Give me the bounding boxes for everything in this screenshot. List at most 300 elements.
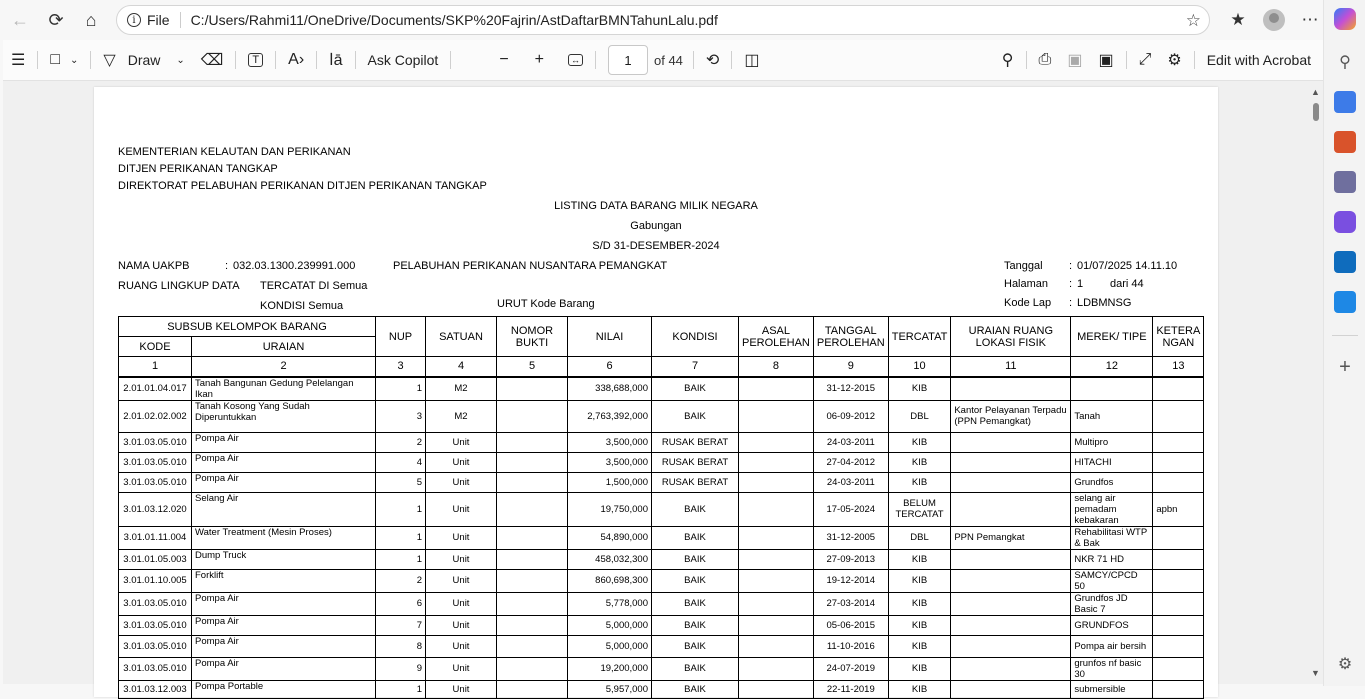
highlight-button[interactable] [42,45,86,75]
save-as-icon: ▣ [1098,52,1114,69]
row-tanggal-perolehan: 06-09-2012 [813,400,888,432]
contents-button[interactable] [3,45,33,75]
row-merek-tipe: SAMCY/CPCD 50 [1071,569,1153,592]
row-tanggal-perolehan: 17-05-2024 [813,492,888,526]
row-asal-perolehan [739,615,814,635]
row-satuan: Unit [426,680,497,698]
games-icon[interactable] [1334,171,1356,193]
halaman-dari: dari 44 [1110,278,1144,290]
row-nup: 9 [376,657,426,680]
row-nomor-bukti [497,377,568,401]
outlook-icon[interactable] [1334,251,1356,273]
header-kode: KODE [119,337,192,357]
add-icon[interactable]: + [1339,355,1351,378]
row-tercatat: KIB [888,657,951,680]
row-nilai: 1,500,000 [568,472,652,492]
row-satuan: Unit [426,592,497,615]
header-nup: NUP [376,317,426,357]
page-view-icon: ◫ [744,52,760,69]
microsoft365-icon[interactable] [1334,211,1356,233]
address-scheme: File [147,12,170,28]
scroll-down-icon[interactable]: ▼ [1311,668,1320,678]
report-title: LISTING DATA BARANG MILIK NEGARA [554,200,758,212]
gear-icon: ⚙ [1167,52,1182,69]
row-keterangan [1153,615,1204,635]
row-nomor-bukti [497,657,568,680]
fit-page-button[interactable] [560,45,591,75]
row-keterangan [1153,635,1204,657]
row-nomor-bukti [497,400,568,432]
header-uraian-ruang: URAIAN RUANG LOKASI FISIK [951,317,1071,357]
row-tanggal-perolehan: 24-07-2019 [813,657,888,680]
row-merek-tipe [1071,377,1153,401]
row-uraian-ruang [951,569,1071,592]
edit-with-acrobat-button[interactable] [1199,45,1323,75]
toolbar-divider [37,51,38,69]
row-satuan: Unit [426,635,497,657]
search-icon: ⚲ [1001,52,1014,69]
profile-button[interactable] [1256,4,1292,36]
row-tercatat: KIB [888,452,951,472]
toolbar-divider [1026,51,1027,69]
row-satuan: Unit [426,526,497,549]
row-nup: 7 [376,615,426,635]
row-uraian-ruang: PPN Pemangkat [951,526,1071,549]
save-as-button[interactable] [1090,45,1121,75]
toolbar-divider [355,51,356,69]
row-nilai: 3,500,000 [568,432,652,452]
nama-uakpb-name: PELABUHAN PERIKANAN NUSANTARA PEMANGKAT [393,260,668,272]
row-satuan: Unit [426,492,497,526]
row-asal-perolehan [739,635,814,657]
report-subtitle: Gabungan [630,220,682,232]
back-arrow-icon[interactable]: ← [11,9,29,30]
row-nomor-bukti [497,569,568,592]
save-button[interactable] [1059,45,1090,75]
column-number: 6 [568,357,652,377]
save-icon: ▣ [1067,52,1083,69]
row-kode: 3.01.01.10.005 [119,569,192,592]
column-number: 5 [497,357,568,377]
column-number: 10 [888,357,951,377]
row-satuan: M2 [426,400,497,432]
row-tanggal-perolehan: 22-11-2019 [813,680,888,698]
row-satuan: Unit [426,432,497,452]
ruang-label: RUANG LINGKUP DATA [118,280,240,292]
row-keterangan [1153,472,1204,492]
row-asal-perolehan [739,592,814,615]
row-tanggal-perolehan: 27-09-2013 [813,549,888,569]
row-tanggal-perolehan: 27-03-2014 [813,592,888,615]
row-keterangan [1153,569,1204,592]
erase-button[interactable] [193,45,232,75]
favorite-star-icon[interactable]: ☆ [1185,11,1201,30]
edit-with-acrobat-label: Edit with Acrobat [1206,52,1311,68]
row-uraian: Pompa Air [192,472,376,492]
toolbar-divider [235,51,236,69]
send-icon[interactable] [1334,291,1356,313]
header-satuan: SATUAN [426,317,497,357]
row-uraian: Pompa Air [192,615,376,635]
row-merek-tipe: Tanah [1071,400,1153,432]
row-asal-perolehan [739,452,814,472]
row-tercatat: KIB [888,592,951,615]
read-aloud-button[interactable] [280,45,312,75]
row-asal-perolehan [739,657,814,680]
row-nomor-bukti [497,472,568,492]
row-uraian-ruang [951,432,1071,452]
row-satuan: Unit [426,452,497,472]
highlighter-icon: □ [50,51,61,68]
row-nomor-bukti [497,615,568,635]
browser-toolbar [0,0,1323,40]
header-uraian: URAIAN [192,337,376,357]
avatar [1263,9,1285,31]
row-kondisi: BAIK [652,615,739,635]
address-url[interactable]: C:/Users/Rahmi11/OneDrive/Documents/SKP%20Fajrin/AstDaftarBMNTahunLalu.pdf [190,12,718,28]
chevron-down-icon: ⌄ [70,54,79,66]
row-asal-perolehan [739,377,814,401]
table-row [119,400,1204,432]
column-number-row [119,357,1204,377]
header-merek-tipe: MEREK/ TIPE [1071,317,1153,357]
row-kondisi: RUSAK BERAT [652,472,739,492]
row-kode: 3.01.03.05.010 [119,657,192,680]
row-nup: 1 [376,680,426,698]
page-total: of 44 [654,52,683,68]
row-kode: 2.01.01.04.017 [119,377,192,401]
row-nilai: 458,032,300 [568,549,652,569]
sidebar-divider [1332,335,1358,336]
table-row [119,635,1204,657]
ask-copilot-button[interactable] [360,45,447,75]
row-tanggal-perolehan: 31-12-2015 [813,377,888,401]
toolbar-divider [731,51,732,69]
browser-actions [1220,4,1328,36]
draw-label: Draw [127,52,161,68]
group-header: SUBSUB KELOMPOK BARANG [119,317,376,337]
vertical-scrollbar[interactable] [1309,81,1323,684]
row-nup: 4 [376,452,426,472]
text-box-icon: T [248,53,263,67]
row-keterangan [1153,549,1204,569]
pdf-viewer[interactable] [3,81,1323,695]
org-line-1: KEMENTERIAN KELAUTAN DAN PERIKANAN [118,146,351,158]
minus-icon: − [499,51,509,68]
row-uraian: Selang Air [192,492,376,526]
row-kode: 3.01.03.12.020 [119,492,192,526]
row-tercatat: DBL [888,400,951,432]
row-keterangan [1153,657,1204,680]
row-uraian: Tanah Kosong Yang Sudah Diperuntukkan [192,400,376,432]
edge-sidebar [1323,0,1365,686]
kode-lap-sep: : [1069,297,1073,309]
row-nomor-bukti [497,492,568,526]
row-kondisi: BAIK [652,680,739,698]
row-nilai: 338,688,000 [568,377,652,401]
row-tercatat: DBL [888,526,951,549]
table-row [119,452,1204,472]
toolbar-divider [90,51,91,69]
scroll-up-icon[interactable]: ▲ [1311,87,1320,97]
page-view-button[interactable] [736,45,767,75]
row-kondisi: BAIK [652,549,739,569]
column-number: 9 [813,357,888,377]
row-uraian: Tanah Bangunan Gedung Pelelangan Ikan [192,377,376,401]
zoom-out-button[interactable] [491,45,516,75]
nama-uakpb-label: NAMA UAKPB [118,260,190,272]
row-keterangan [1153,592,1204,615]
row-asal-perolehan [739,526,814,549]
row-tanggal-perolehan: 24-03-2011 [813,432,888,452]
row-satuan: Unit [426,615,497,635]
pen-icon: ▽ [103,52,116,69]
org-line-3: DIREKTORAT PELABUHAN PERIKANAN DITJEN PERIKANAN TANGKAP [118,180,487,192]
column-number: 11 [951,357,1071,377]
row-satuan: M2 [426,377,497,401]
pdf-toolbar [3,40,1323,81]
row-nup: 5 [376,472,426,492]
toolbar-divider [316,51,317,69]
chevron-down-icon: ⌄ [176,54,185,66]
table-row [119,680,1204,698]
row-tercatat: KIB [888,615,951,635]
row-keterangan [1153,432,1204,452]
row-kondisi: BAIK [652,526,739,549]
tanggal-sep: : [1069,260,1073,272]
row-nomor-bukti [497,452,568,472]
page-number-input[interactable]: 1 [608,45,648,75]
translate-button[interactable] [321,45,350,75]
row-merek-tipe: Pompa air bersih [1071,635,1153,657]
column-number: 8 [739,357,814,377]
row-kode: 2.01.02.02.002 [119,400,192,432]
row-tanggal-perolehan: 24-03-2011 [813,472,888,492]
table-row [119,526,1204,549]
bmn-listing-table [118,316,1204,699]
address-divider [180,12,181,28]
table-row [119,569,1204,592]
column-number: 7 [652,357,739,377]
row-tercatat: KIB [888,432,951,452]
row-tercatat: KIB [888,635,951,657]
row-keterangan [1153,452,1204,472]
row-nup: 2 [376,432,426,452]
table-row [119,657,1204,680]
more-menu-icon[interactable]: ⋯ [1301,10,1319,29]
row-uraian: Pompa Air [192,657,376,680]
ruang-value: TERCATAT DI Semua [260,280,368,292]
header-tanggal-perolehan: TANGGAL PEROLEHAN [813,317,888,357]
row-kode: 3.01.03.05.010 [119,432,192,452]
report-period: S/D 31-DESEMBER-2024 [592,240,720,252]
table-row [119,615,1204,635]
row-nilai: 860,698,300 [568,569,652,592]
row-nomor-bukti [497,432,568,452]
gear-icon[interactable]: ⚙ [1337,656,1353,673]
row-kondisi: BAIK [652,569,739,592]
row-nilai: 54,890,000 [568,526,652,549]
ask-copilot-label: Ask Copilot [367,52,439,68]
header-nomor-bukti: NOMOR BUKTI [497,317,568,357]
row-keterangan [1153,680,1204,698]
row-satuan: Unit [426,569,497,592]
halaman-value: 1 [1077,278,1084,290]
row-uraian-ruang [951,657,1071,680]
row-satuan: Unit [426,657,497,680]
row-uraian-ruang [951,472,1071,492]
eraser-icon: ⌫ [200,52,224,69]
home-icon[interactable]: ⌂ [85,9,97,30]
table-row [119,432,1204,452]
expand-icon: ⤢ [1138,51,1152,68]
row-kondisi: BAIK [652,377,739,401]
tanggal-label: Tanggal [1004,260,1043,272]
row-uraian-ruang [951,592,1071,615]
column-number: 12 [1071,357,1153,377]
row-asal-perolehan [739,432,814,452]
address-bar[interactable] [116,5,1210,35]
row-uraian: Pompa Air [192,432,376,452]
tanggal-value: 01/07/2025 14.11.10 [1077,260,1178,272]
row-kondisi: BAIK [652,657,739,680]
row-kondisi: RUSAK BERAT [652,452,739,472]
row-nilai: 5,000,000 [568,615,652,635]
row-uraian-ruang [951,635,1071,657]
row-merek-tipe: Rehabilitasi WTP & Bak [1071,526,1153,549]
row-kode: 3.01.03.05.010 [119,635,192,657]
toolbar-divider [595,51,596,69]
kode-lap-value: LDBMNSG [1077,297,1132,309]
tools-briefcase-icon[interactable] [1334,131,1356,153]
list-icon: ☰ [11,52,26,69]
halaman-sep: : [1069,278,1073,290]
column-number: 4 [426,357,497,377]
org-line-2: DITJEN PERIKANAN TANGKAP [118,163,278,175]
search-button[interactable] [994,45,1022,75]
copilot-icon[interactable] [1334,8,1356,30]
row-kode: 3.01.01.11.004 [119,526,192,549]
row-asal-perolehan [739,680,814,698]
row-nilai: 5,000,000 [568,635,652,657]
column-number: 1 [119,357,192,377]
row-uraian-ruang [951,452,1071,472]
row-tanggal-perolehan: 11-10-2016 [813,635,888,657]
row-kondisi: RUSAK BERAT [652,432,739,452]
row-merek-tipe: NKR 71 HD [1071,549,1153,569]
row-kode: 3.01.03.05.010 [119,615,192,635]
row-merek-tipe: Grundfos JD Basic 7 [1071,592,1153,615]
row-uraian-ruang [951,492,1071,526]
table-body [119,377,1204,699]
row-nomor-bukti [497,526,568,549]
row-merek-tipe: selang air pemadam kebakaran [1071,492,1153,526]
row-nilai: 5,778,000 [568,592,652,615]
print-button[interactable] [1031,45,1060,75]
row-nup: 1 [376,549,426,569]
row-tanggal-perolehan: 05-06-2015 [813,615,888,635]
row-kode: 3.01.03.05.010 [119,452,192,472]
add-text-button[interactable] [240,45,271,75]
refresh-icon[interactable]: ⟳ [48,9,64,30]
table-row [119,492,1204,526]
row-tercatat: KIB [888,549,951,569]
scroll-thumb[interactable] [1313,103,1319,121]
row-satuan: Unit [426,472,497,492]
row-merek-tipe: Multipro [1071,432,1153,452]
row-keterangan [1153,400,1204,432]
urut-value: URUT Kode Barang [497,298,595,310]
rotate-button[interactable] [698,45,727,75]
row-uraian: Pompa Portable [192,680,376,698]
row-uraian: Forklift [192,569,376,592]
row-uraian: Pompa Air [192,635,376,657]
row-tercatat: KIB [888,377,951,401]
table-row [119,377,1204,401]
header-nilai: NILAI [568,317,652,357]
column-number: 13 [1153,357,1204,377]
row-kode: 3.01.01.05.003 [119,549,192,569]
kode-lap-label: Kode Lap [1004,297,1052,309]
settings-button[interactable] [1159,45,1189,75]
row-merek-tipe: HITACHI [1071,452,1153,472]
row-uraian-ruang [951,377,1071,401]
row-asal-perolehan [739,549,814,569]
row-nomor-bukti [497,635,568,657]
row-tanggal-perolehan: 19-12-2014 [813,569,888,592]
shopping-tag-icon[interactable] [1334,91,1356,113]
rotate-icon: ⟲ [705,52,720,69]
draw-button[interactable] [95,45,192,75]
header-asal-perolehan: ASAL PEROLEHAN [739,317,814,357]
row-kode: 3.01.03.12.003 [119,680,192,698]
zoom-in-button[interactable] [527,45,552,75]
row-kondisi: BAIK [652,492,739,526]
row-tercatat: KIB [888,680,951,698]
header-kondisi: KONDISI [652,317,739,357]
row-nilai: 5,957,000 [568,680,652,698]
row-tercatat: KIB [888,472,951,492]
row-merek-tipe: grunfos nf basic 30 [1071,657,1153,680]
row-merek-tipe: submersible [1071,680,1153,698]
row-nomor-bukti [497,549,568,569]
row-uraian-ruang [951,549,1071,569]
row-asal-perolehan [739,492,814,526]
row-kondisi: BAIK [652,592,739,615]
info-icon[interactable]: i [127,13,141,27]
plus-icon: + [534,51,544,68]
row-nilai: 19,750,000 [568,492,652,526]
search-icon[interactable]: ⚲ [1339,54,1351,71]
row-kode: 3.01.03.05.010 [119,592,192,615]
row-tanggal-perolehan: 31-12-2005 [813,526,888,549]
row-keterangan: apbn [1153,492,1204,526]
row-nomor-bukti [497,592,568,615]
fit-width-icon: ↔ [568,54,583,66]
favorites-icon[interactable]: ★ [1230,10,1246,29]
pdf-page [94,87,1218,697]
row-uraian: Water Treatment (Mesin Proses) [192,526,376,549]
row-nup: 3 [376,400,426,432]
read-aloud-icon: A› [288,51,305,68]
row-uraian: Pompa Air [192,592,376,615]
row-nilai: 19,200,000 [568,657,652,680]
toolbar-divider [1194,51,1195,69]
row-tanggal-perolehan: 27-04-2012 [813,452,888,472]
row-satuan: Unit [426,549,497,569]
fullscreen-button[interactable] [1131,45,1160,75]
row-nup: 1 [376,377,426,401]
